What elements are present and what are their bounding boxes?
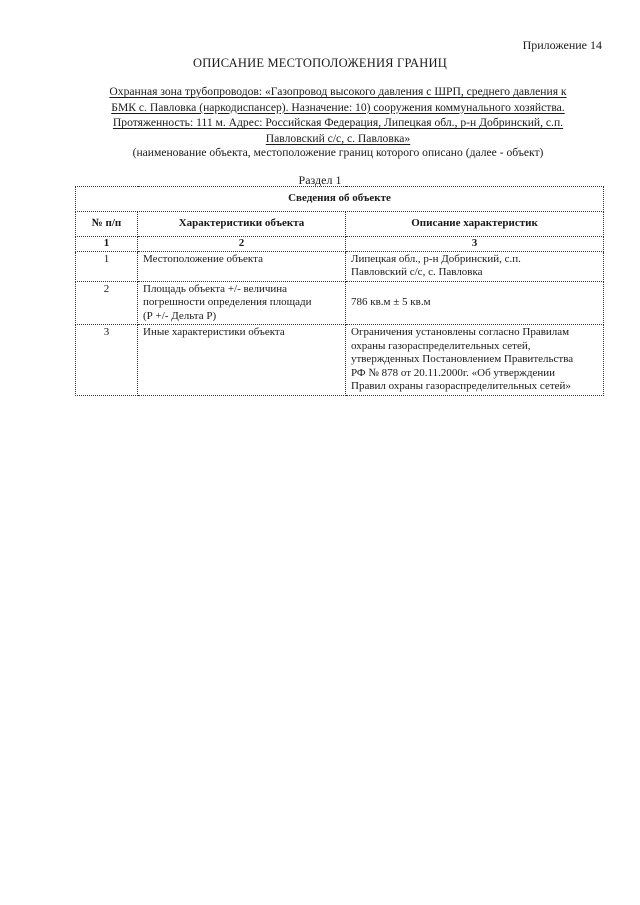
table-row (76, 281, 604, 325)
object-description-line: Протяженность: 111 м. Адрес: Российская Федерация, Липецкая обл., р-н Добринский, с.п. (112, 116, 564, 129)
object-info-table (75, 186, 604, 396)
column-number: 1 (76, 237, 138, 252)
object-note: (наименование объекта, местоположение границ которого описано (далее - объект) (132, 146, 544, 159)
row-number: 3 (76, 325, 138, 396)
column-number: 2 (138, 237, 346, 252)
table-caption-row (76, 187, 604, 212)
row-number: 1 (76, 251, 138, 281)
row-characteristic (138, 325, 346, 396)
column-header-characteristic: Характеристики объекта (138, 212, 346, 237)
object-description (70, 84, 606, 146)
row-description (346, 325, 604, 396)
table-caption: Сведения об объекте (76, 187, 604, 212)
table-header-row (76, 212, 604, 237)
row-description (346, 281, 604, 325)
object-description-line: Охранная зона трубопроводов: «Газопровод высокого давления с ШРП, среднего давления к (109, 85, 567, 98)
row-description-text: Ограничения установлены согласно Правилам охраны газораспределительных сетей, утвержденных Постановлением Правительства РФ № 878 от 20.11.2000г. «Об утверждении Правил охраны газораспределительных сетей» (351, 326, 574, 392)
column-header-description: Описание характеристик (346, 212, 604, 237)
row-description-text: Липецкая обл., р-н Добринский, с.п. Павловский с/с, с. Павловка (351, 252, 521, 278)
row-description (346, 251, 604, 281)
table-row (76, 325, 604, 396)
column-number: 3 (346, 237, 604, 252)
object-description-line: Павловский с/с, с. Павловка» (265, 131, 411, 145)
section-title: Раздел 1 (298, 173, 342, 187)
column-header-number: № п/п (76, 212, 138, 237)
row-characteristic-text: Площадь объекта +/- величина погрешности определения площади (Р +/- Дельта Р) (143, 282, 312, 322)
row-characteristic-text: Местоположение объекта (143, 252, 263, 265)
row-description-text: 786 кв.м ± 5 кв.м (351, 296, 431, 308)
row-number: 2 (76, 281, 138, 325)
appendix-label: Приложение 14 (522, 38, 602, 52)
object-description-line: БМК с. Павловка (наркодиспансер). Назначение: 10) сооружения коммунального хозяйства. (111, 100, 565, 114)
table-column-numbers-row (76, 237, 604, 252)
table-row (76, 251, 604, 281)
document-title: ОПИСАНИЕ МЕСТОПОЛОЖЕНИЯ ГРАНИЦ (193, 56, 447, 70)
row-characteristic (138, 281, 346, 325)
row-characteristic (138, 251, 346, 281)
row-characteristic-text: Иные характеристики объекта (143, 326, 285, 338)
